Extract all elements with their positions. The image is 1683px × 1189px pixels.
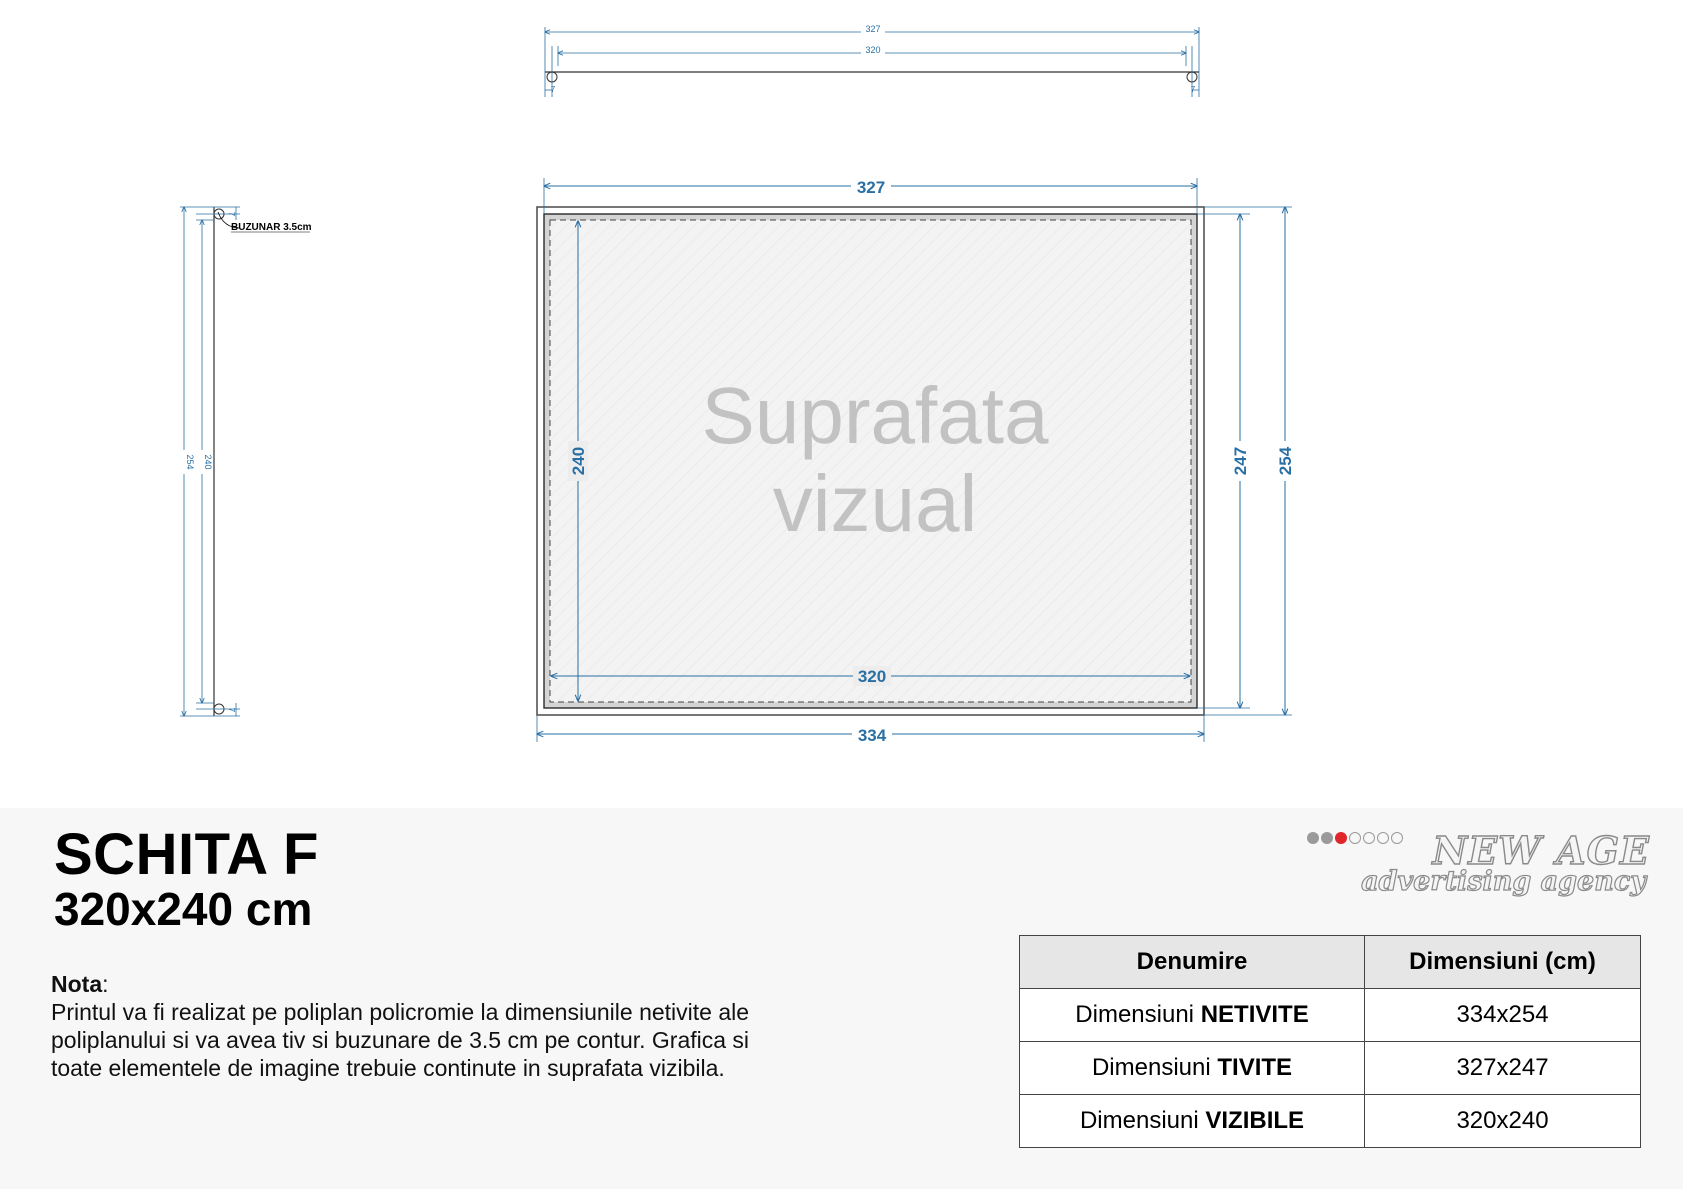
header-dimensiuni: Dimensiuni (cm) [1365, 936, 1641, 989]
row-name [1020, 989, 1365, 1042]
logo-line1: NEW AGE [1432, 828, 1650, 873]
note-block [51, 970, 791, 1082]
width-tivite-label: 327 [856, 178, 886, 197]
side-top-pocket-label: 7 [227, 211, 236, 217]
side-view [179, 207, 312, 716]
row-value: 334x254 [1365, 989, 1641, 1042]
watermark-line1: Suprafata [701, 371, 1049, 460]
row-type: VIZIBILE [1205, 1107, 1305, 1134]
side-total-label: 254 [185, 454, 195, 470]
height-netivite-label: 254 [1276, 446, 1295, 476]
top-view [545, 24, 1199, 97]
logo-line2: advertising agency [1361, 866, 1646, 897]
brand-logo [1361, 828, 1650, 904]
table-row [1020, 989, 1641, 1042]
top-right-pocket-label: 7 [1190, 85, 1196, 94]
page-dot [1321, 832, 1333, 844]
height-visible-label: 240 [569, 446, 588, 476]
dimensions-table [1019, 935, 1641, 1148]
top-outer-label: 327 [865, 24, 881, 34]
side-inner-label: 240 [203, 454, 213, 470]
top-left-pocket-label: 7 [550, 85, 556, 94]
table-row [1020, 1042, 1641, 1095]
page-subtitle: 320x240 cm [54, 883, 313, 935]
width-netivite-label: 334 [857, 726, 887, 745]
header-denumire: Denumire [1020, 936, 1365, 989]
side-bottom-pocket-label: 7 [227, 707, 236, 713]
row-name [1020, 1095, 1365, 1148]
row-value: 320x240 [1365, 1095, 1641, 1148]
row-name [1020, 1042, 1365, 1095]
table-row [1020, 1095, 1641, 1148]
note-label: Nota [51, 971, 103, 997]
row-type: NETIVITE [1200, 1001, 1309, 1028]
pocket-callout: BUZUNAR 3.5cm [231, 222, 312, 233]
page-dot [1307, 832, 1319, 844]
page-dot [1349, 832, 1361, 844]
width-visible-label: 320 [857, 667, 887, 686]
row-prefix: Dimensiuni [1091, 1054, 1218, 1081]
top-inner-label: 320 [865, 45, 881, 55]
note-colon: : [102, 971, 109, 997]
page-dot [1335, 832, 1347, 844]
page-title: SCHITA F [54, 822, 319, 887]
note-text: Printul va fi realizat pe poliplan policromie la dimensiunile netivite ale poliplanului si va avea tiv si buzunare de 3.5 cm pe contur. Grafica si toate elementele de imagine trebuie continute in suprafata vizibila. [51, 999, 750, 1081]
table-header-row [1020, 936, 1641, 989]
row-value: 327x247 [1365, 1042, 1641, 1095]
row-prefix: Dimensiuni [1075, 1001, 1201, 1028]
row-type: TIVITE [1217, 1054, 1293, 1081]
height-tivite-label: 247 [1231, 446, 1250, 476]
front-view [537, 176, 1295, 745]
row-prefix: Dimensiuni [1079, 1107, 1206, 1134]
watermark-line2: vizual [772, 459, 978, 548]
